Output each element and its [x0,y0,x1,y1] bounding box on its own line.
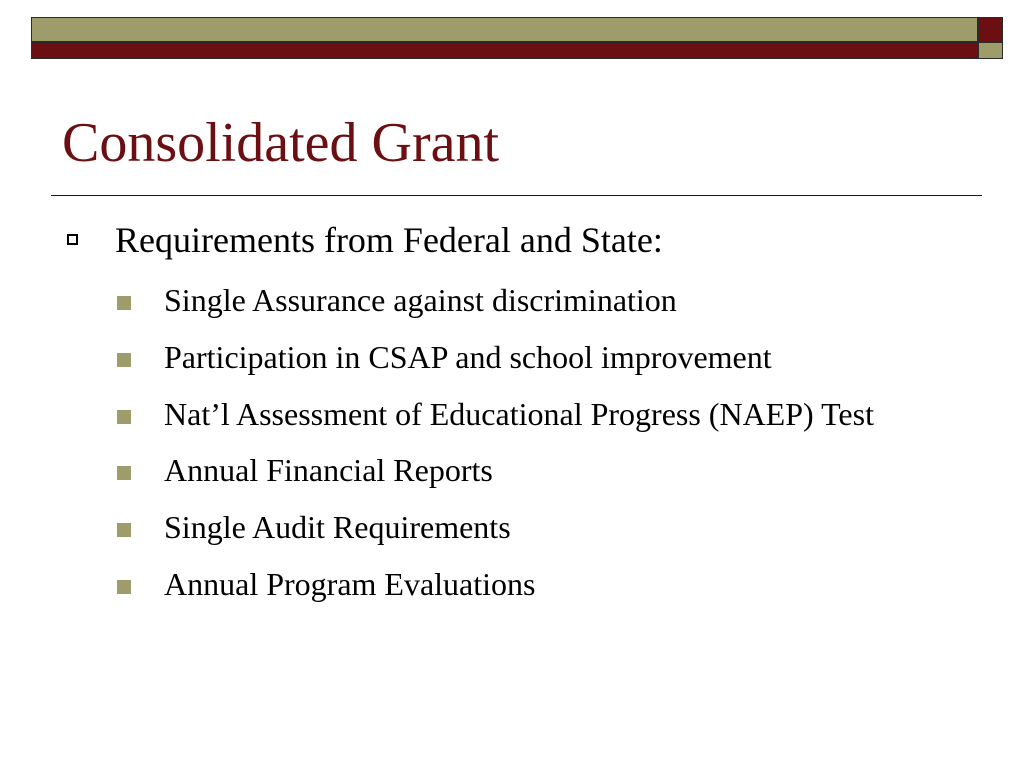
square-bullet-icon [117,353,131,367]
hollow-square-bullet-icon [67,234,78,245]
sub-bullet-text: Single Audit Requirements [164,509,511,546]
slide-title: Consolidated Grant [62,112,500,174]
header-maroon-bar [31,42,978,59]
sub-bullet-text: Annual Program Evaluations [164,565,536,602]
square-bullet-icon [117,410,131,424]
sub-bullet-item [164,396,964,433]
corner-olive-square [978,42,1003,59]
sub-bullet-list [164,282,964,623]
square-bullet-icon [117,580,131,594]
sub-bullet-item [164,452,964,489]
title-divider [51,195,982,196]
square-bullet-icon [117,296,131,310]
sub-bullet-item [164,509,964,546]
sub-bullet-text: Annual Financial Reports [164,452,493,489]
sub-bullet-item [164,566,964,603]
sub-bullet-item [164,282,964,319]
sub-bullet-text: Nat’l Assessment of Educational Progress (NAEP) Test [164,395,874,432]
header-olive-bar [31,17,978,42]
square-bullet-icon [117,466,131,480]
square-bullet-icon [117,523,131,537]
sub-bullet-text: Participation in CSAP and school improvement [164,338,772,375]
sub-bullet-text: Single Assurance against discrimination [164,282,677,318]
main-bullet-text: Requirements from Federal and State: [115,220,663,260]
corner-maroon-square [978,17,1003,42]
sub-bullet-item [164,339,964,376]
